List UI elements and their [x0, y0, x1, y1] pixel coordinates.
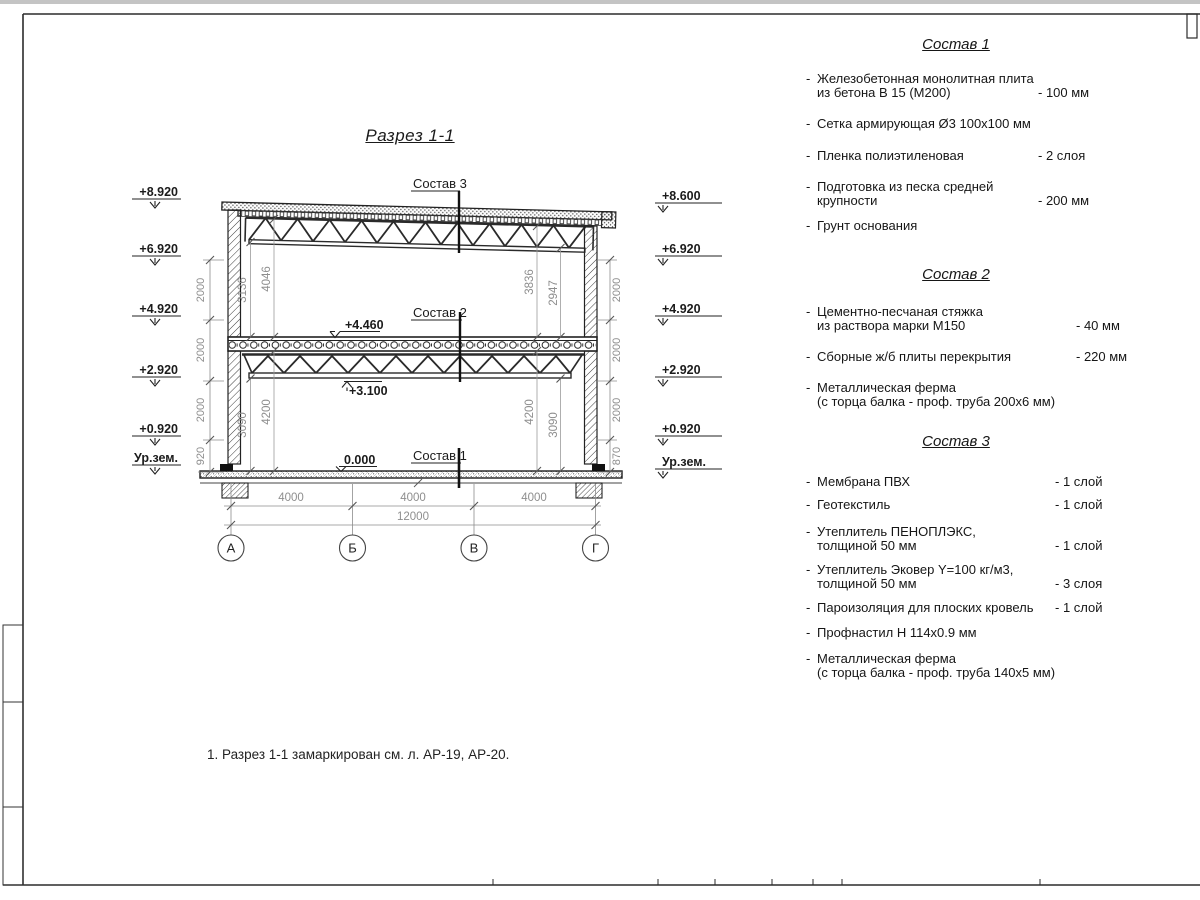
item-dash: -	[806, 651, 811, 666]
bottom-dims	[224, 484, 601, 535]
level-mark-zero	[336, 453, 377, 472]
item-text	[806, 350, 1106, 364]
level-mark-slab-top	[330, 318, 384, 338]
svg-text:В: В	[469, 540, 479, 556]
item-text	[806, 381, 1106, 409]
material-item	[806, 349, 1128, 364]
item-dash: -	[806, 148, 811, 163]
svg-text:+2.920: +2.920	[139, 363, 178, 377]
item-text-line: (с торца балка - проф. труба 200x6 мм)	[817, 394, 1056, 409]
material-item	[806, 601, 1106, 615]
right-wall-upper	[585, 226, 598, 337]
material-item	[806, 525, 1106, 553]
right-foundation	[576, 483, 602, 498]
item-text	[806, 117, 1106, 131]
material-item	[806, 475, 1106, 489]
svg-text:+3.100: +3.100	[349, 384, 388, 398]
titleblock-stubs	[493, 879, 1040, 885]
item-text-line: Пароизоляция для плоских кровель	[817, 600, 1034, 615]
corner-box	[1187, 14, 1197, 38]
svg-text:Состав 1: Состав 1	[413, 448, 467, 463]
item-text-line: Утеплитель ПЕНОПЛЭКС,	[817, 524, 976, 539]
svg-text:2000: 2000	[195, 277, 207, 303]
svg-text:0.000: 0.000	[344, 453, 376, 467]
item-value: - 1 слой	[1055, 474, 1103, 489]
item-dash: -	[806, 304, 811, 319]
material-item	[806, 563, 1106, 591]
material-item	[806, 304, 1120, 333]
composition-title: Состав 3	[922, 433, 990, 450]
elevation-mark	[132, 451, 181, 474]
composition-2	[806, 266, 1128, 416]
item-value: - 1 слой	[1055, 497, 1103, 512]
item-value: - 200 мм	[1038, 193, 1090, 208]
svg-text:Г: Г	[591, 540, 600, 556]
item-value: - 1 слой	[1055, 538, 1103, 553]
svg-text:Б: Б	[348, 540, 357, 556]
svg-text:А: А	[226, 540, 236, 556]
material-item	[806, 180, 1106, 208]
item-text-line: толщиной 50 мм	[817, 538, 917, 553]
svg-text:4000: 4000	[521, 492, 547, 504]
elevation-marks-left	[132, 185, 181, 474]
svg-text:2000: 2000	[611, 337, 623, 363]
drawing-title: Разрез 1-1	[365, 126, 455, 145]
composition-1	[806, 36, 1106, 246]
item-value: - 2 слоя	[1038, 148, 1086, 163]
item-text-line: Грунт основания	[817, 218, 918, 233]
item-dash: -	[806, 116, 811, 131]
right-base-beam	[592, 464, 605, 472]
item-text	[806, 305, 1106, 333]
svg-text:4000: 4000	[278, 492, 304, 504]
svg-text:4046: 4046	[261, 266, 273, 292]
composition-3	[806, 433, 1106, 688]
elevation-mark	[655, 242, 722, 265]
svg-text:+4.460: +4.460	[345, 318, 384, 332]
material-item	[806, 626, 1106, 640]
material-item	[806, 498, 1106, 512]
item-dash: -	[806, 71, 811, 86]
roof-fascia	[601, 212, 615, 228]
material-item	[806, 652, 1106, 680]
svg-text:Ур.зем.: Ур.зем.	[134, 451, 178, 465]
svg-text:2000: 2000	[195, 337, 207, 363]
item-dash: -	[806, 625, 811, 640]
material-item	[806, 72, 1106, 100]
svg-text:3090: 3090	[548, 412, 560, 438]
level-mark-truss-bottom	[342, 382, 388, 399]
item-dash: -	[806, 380, 811, 395]
right-wall-lower	[585, 351, 598, 464]
svg-text:4200: 4200	[261, 399, 273, 425]
item-text-line: из бетона В 15 (М200)	[817, 85, 951, 100]
dim-chain-left	[195, 256, 224, 476]
svg-text:+6.920: +6.920	[139, 242, 178, 256]
item-text-line: Утеплитель Эковер Y=100 кг/м3,	[817, 562, 1014, 577]
paper-edge	[0, 0, 1200, 4]
item-value: - 40 мм	[1076, 318, 1120, 333]
item-text-line: (с торца балка - проф. труба 140x5 мм)	[817, 665, 1056, 680]
svg-text:+8.600: +8.600	[662, 189, 701, 203]
item-text-line: Цементно-песчаная стяжка	[817, 304, 983, 319]
item-text-line: Геотекстиль	[817, 497, 891, 512]
svg-text:2947: 2947	[548, 280, 560, 306]
item-value: - 220 мм	[1076, 349, 1128, 364]
svg-text:+8.920: +8.920	[139, 185, 178, 199]
item-text-line: Профнастил Н 114x0.9 мм	[817, 625, 977, 640]
elevation-mark	[655, 455, 722, 478]
composition-title: Состав 2	[922, 266, 990, 283]
dim-chain-right	[597, 256, 623, 476]
item-text	[806, 219, 1106, 233]
item-text-line: крупности	[817, 193, 878, 208]
elevation-mark	[655, 302, 722, 325]
floor-truss	[242, 355, 584, 379]
left-wall-lower	[228, 351, 241, 464]
left-margin-cells	[3, 625, 23, 885]
svg-text:4000: 4000	[400, 492, 426, 504]
material-item	[806, 149, 1106, 163]
axis-bubbles	[218, 535, 609, 561]
svg-text:+4.920: +4.920	[139, 302, 178, 316]
item-dash: -	[806, 600, 811, 615]
item-dash: -	[806, 218, 811, 233]
item-value: - 1 слой	[1055, 600, 1103, 615]
svg-text:2000: 2000	[195, 397, 207, 423]
svg-text:2000: 2000	[611, 277, 623, 303]
elevation-mark	[132, 302, 181, 325]
svg-text:+6.920: +6.920	[662, 242, 701, 256]
svg-text:+2.920: +2.920	[662, 363, 701, 377]
svg-text:4200: 4200	[524, 399, 536, 425]
svg-text:2000: 2000	[611, 397, 623, 423]
svg-text:+0.920: +0.920	[662, 422, 701, 436]
svg-text:3836: 3836	[524, 269, 536, 295]
material-item	[806, 381, 1106, 409]
elevation-mark	[132, 422, 181, 445]
svg-text:+0.920: +0.920	[139, 422, 178, 436]
item-text-line: Мембрана ПВХ	[817, 474, 911, 489]
item-text-line: Металлическая ферма	[817, 380, 956, 395]
item-text-line: Сетка армирующая Ø3 100x100 мм	[817, 116, 1031, 131]
elevation-mark	[655, 422, 722, 445]
material-item	[806, 219, 1106, 233]
item-dash: -	[806, 349, 811, 364]
material-item	[806, 117, 1106, 131]
item-text-line: Железобетонная монолитная плита	[817, 71, 1034, 86]
svg-text:Состав 2: Состав 2	[413, 305, 467, 320]
elevation-mark	[655, 363, 722, 386]
elevation-mark	[655, 189, 722, 212]
roof-assembly	[221, 202, 616, 253]
item-dash: -	[806, 474, 811, 489]
elevation-mark	[132, 363, 181, 386]
svg-text:920: 920	[195, 446, 207, 466]
item-value: - 3 слоя	[1055, 576, 1103, 591]
item-text	[806, 626, 1106, 640]
item-text-line: толщиной 50 мм	[817, 576, 917, 591]
svg-text:Ур.зем.: Ур.зем.	[662, 455, 706, 469]
composition-title: Состав 1	[922, 36, 990, 53]
item-value: - 100 мм	[1038, 85, 1090, 100]
elevation-marks-right	[655, 189, 722, 478]
elevation-mark	[132, 185, 181, 208]
elevation-mark	[132, 242, 181, 265]
svg-text:+4.920: +4.920	[662, 302, 701, 316]
svg-text:12000: 12000	[397, 511, 429, 523]
svg-text:Состав 3: Состав 3	[413, 176, 467, 191]
item-text-line: Пленка полиэтиленовая	[817, 148, 964, 163]
svg-text:870: 870	[611, 446, 623, 466]
item-text	[806, 652, 1106, 680]
item-dash: -	[806, 497, 811, 512]
item-text-line: из раствора марки М150	[817, 318, 966, 333]
left-foundation	[222, 483, 248, 498]
item-dash: -	[806, 562, 811, 577]
left-wall-upper	[228, 210, 241, 337]
item-text-line: Подготовка из песка средней	[817, 179, 994, 194]
left-base-beam	[220, 464, 233, 472]
svg-text:3136: 3136	[237, 277, 249, 303]
sheet-note: 1. Разрез 1-1 замаркирован см. л. АР-19, АР-20.	[207, 747, 510, 762]
item-text-line: Металлическая ферма	[817, 651, 956, 666]
item-text-line: Сборные ж/б плиты перекрытия	[817, 349, 1012, 364]
item-dash: -	[806, 524, 811, 539]
item-dash: -	[806, 179, 811, 194]
svg-text:3090: 3090	[237, 412, 249, 438]
floor-slab	[228, 337, 597, 351]
